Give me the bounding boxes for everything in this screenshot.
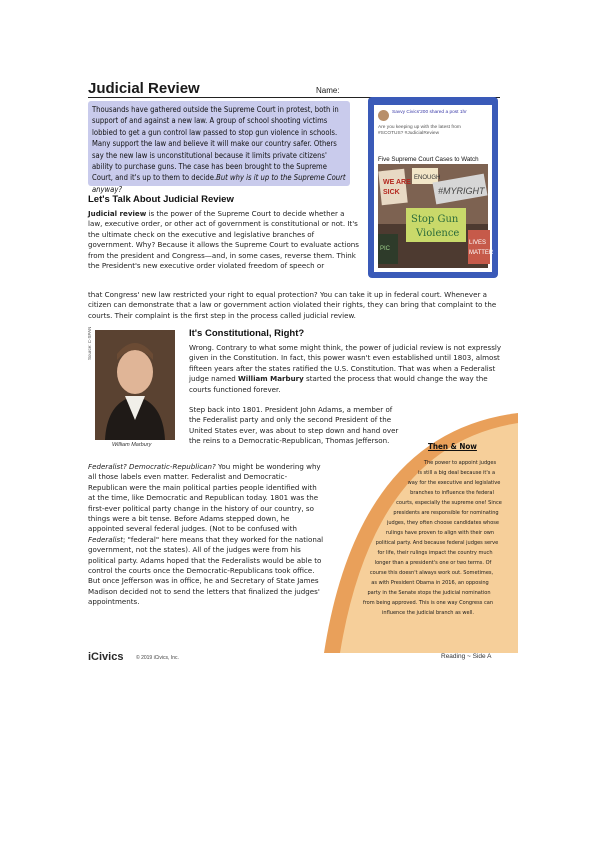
sidebar-line: is still a big deal because it's a xyxy=(417,470,496,476)
sign-enough: ENOUGH xyxy=(414,175,441,181)
post-headline: Five Supreme Court Cases to Watch xyxy=(378,156,479,163)
page-title: Judicial Review xyxy=(88,80,200,97)
post-caption: Are you keeping up with the latest from #SCOTUS? #JudicialReview xyxy=(378,125,461,136)
portrait-credit: Source: C-SPAN xyxy=(87,326,92,360)
portrait-illustration xyxy=(95,330,175,440)
sidebar-line: political party. And because federal judges serve xyxy=(375,540,499,546)
section2-paragraph-2: Step back into 1801. President John Adams, a member of the Federalist party and only the second President of the United States ever, was about to step down and hand over the reins to a Democratic-Republican, Thomas Jefferson. xyxy=(189,405,399,446)
william-marbury-portrait xyxy=(95,330,175,440)
sidebar-line: The power to appoint judges xyxy=(423,460,497,466)
section1-paragraph: Judicial review is the power of the Supreme Court to decide whether a law, executive order, or other act of government is constitutional or not. It's the ultimate check on the executive and legislative branches of government. Why? Because it allows the Supreme Court to evaluate actions from the president and Congress—and, in some cases, reverse them. Think the President's new executive order violated freedom of speech or xyxy=(88,209,359,271)
sign-violence: Violence xyxy=(416,228,460,239)
sidebar-line: branches to influence the federal xyxy=(410,490,494,496)
sidebar-line: way for the executive and legislative xyxy=(407,480,501,486)
sign-lives: LIVES xyxy=(469,240,487,246)
avatar xyxy=(378,110,389,121)
sidebar-line: judges, they often choose candidates whose xyxy=(386,520,500,526)
sidebar-line: influence the judicial branch as well. xyxy=(382,610,474,616)
intro-question: But why is it up to the Supreme Court anyway? xyxy=(92,173,346,194)
sidebar-line: as with President Obama in 2016, an opposing xyxy=(371,580,489,586)
footer-page-label: Reading ~ Side A xyxy=(441,653,492,660)
footer-copyright: © 2019 iCivics, Inc. xyxy=(136,655,179,661)
party-question: Federalist? Democratic-Republican? xyxy=(88,462,216,471)
sign-stop-gun: Stop Gun xyxy=(411,214,459,225)
protest-photo xyxy=(378,164,494,268)
icivics-logo: iCivics xyxy=(88,651,124,663)
name-william-marbury: William Marbury xyxy=(237,374,304,384)
sidebar-line: longer than a president's one or two terms. Of xyxy=(374,560,492,566)
intro-text: Thousands have gathered outside the Supreme Court in protest, both in support of and against a new law. A group of school shooting victims lobbied to get a gun control law passed to stop gun violence in schools. Many support the law and believe it will make our country safer. Others say the new law is unconstitutional because it limits private citizens' ability to purchase guns. The case has been brought to the Supreme Court, and it's up to them to decide. xyxy=(92,105,339,183)
section2-paragraph-1: Wrong. Contrary to what some might think, the power of judicial review is not expressly given in the Constitution. In fact, this power wasn't even established until 1803, almost fifteen years after the states ratified the U.S. Constitution. That was when a Federalist judge named William Marbury started the process that would change the way the courts functioned forever. xyxy=(189,343,502,394)
post-user-line: Savvy Civics'200 shared a post 1hr xyxy=(392,110,467,115)
sidebar-line: rulings have proven to align with their own xyxy=(385,530,495,536)
then-now-title: Then & Now xyxy=(428,442,477,451)
sidebar-line: presidents are responsible for nominating xyxy=(393,510,499,516)
sign-pic: PIC xyxy=(380,246,391,252)
sidebar-line: party in the Senate stops the judicial nomination xyxy=(367,590,491,596)
term-judicial-review: Judicial review xyxy=(88,209,147,218)
section2-paragraph-3: Federalist? Democratic-Republican? You might be wondering why all those labels even matter. Federalist and Democratic-Republican were the main political parties people identified with at the time, like Democratic and Republican today. 1801 was the first-ever political party change in the history of our country, so things were a bit tense. Before Adams stepped down, he appointed several federal judges. (Not to be confused with Federalist; "federal" here means that they worked for the national government, not the states). All of the judges were from his political party. Adams hoped that the Federalists would be able to control the courts once the Democratic-Republicans took office. But once Jefferson was in office, he and Secretary of State James Madison decided not to send the letters that finalized the judges' appointments. xyxy=(88,462,324,607)
sign-we-are: WE ARE xyxy=(383,179,411,186)
sign-sick: SICK xyxy=(383,189,400,196)
sign-matter: MATTER xyxy=(469,250,494,256)
section1-paragraph-wide: that Congress' new law restricted your right to equal protection? You can take it up in federal court. Whenever a citizen can demonstrate that a law or government action violated their rights, they can bring that complaint to the courts. Their complaint is the first step in the process called judicial review. xyxy=(88,290,497,320)
section-heading-constitutional: It's Constitutional, Right? xyxy=(189,328,305,339)
sign-myright: #MYRIGHT xyxy=(438,186,485,196)
protest-illustration xyxy=(378,164,494,268)
section-heading-judicial-review: Let's Talk About Judicial Review xyxy=(88,194,234,205)
name-field-label: Name: xyxy=(316,86,340,95)
portrait-caption: William Marbury xyxy=(112,442,152,448)
sidebar-line: course this doesn't always work out. Sometimes, xyxy=(369,570,494,576)
sidebar-line: for life, their rulings impact the country much xyxy=(377,550,493,556)
sidebar-line: courts, especially the supreme one! Since xyxy=(396,500,502,506)
intro-scenario-box xyxy=(88,101,350,194)
sidebar-line: from being approved. This is one way Congress can xyxy=(362,600,494,606)
